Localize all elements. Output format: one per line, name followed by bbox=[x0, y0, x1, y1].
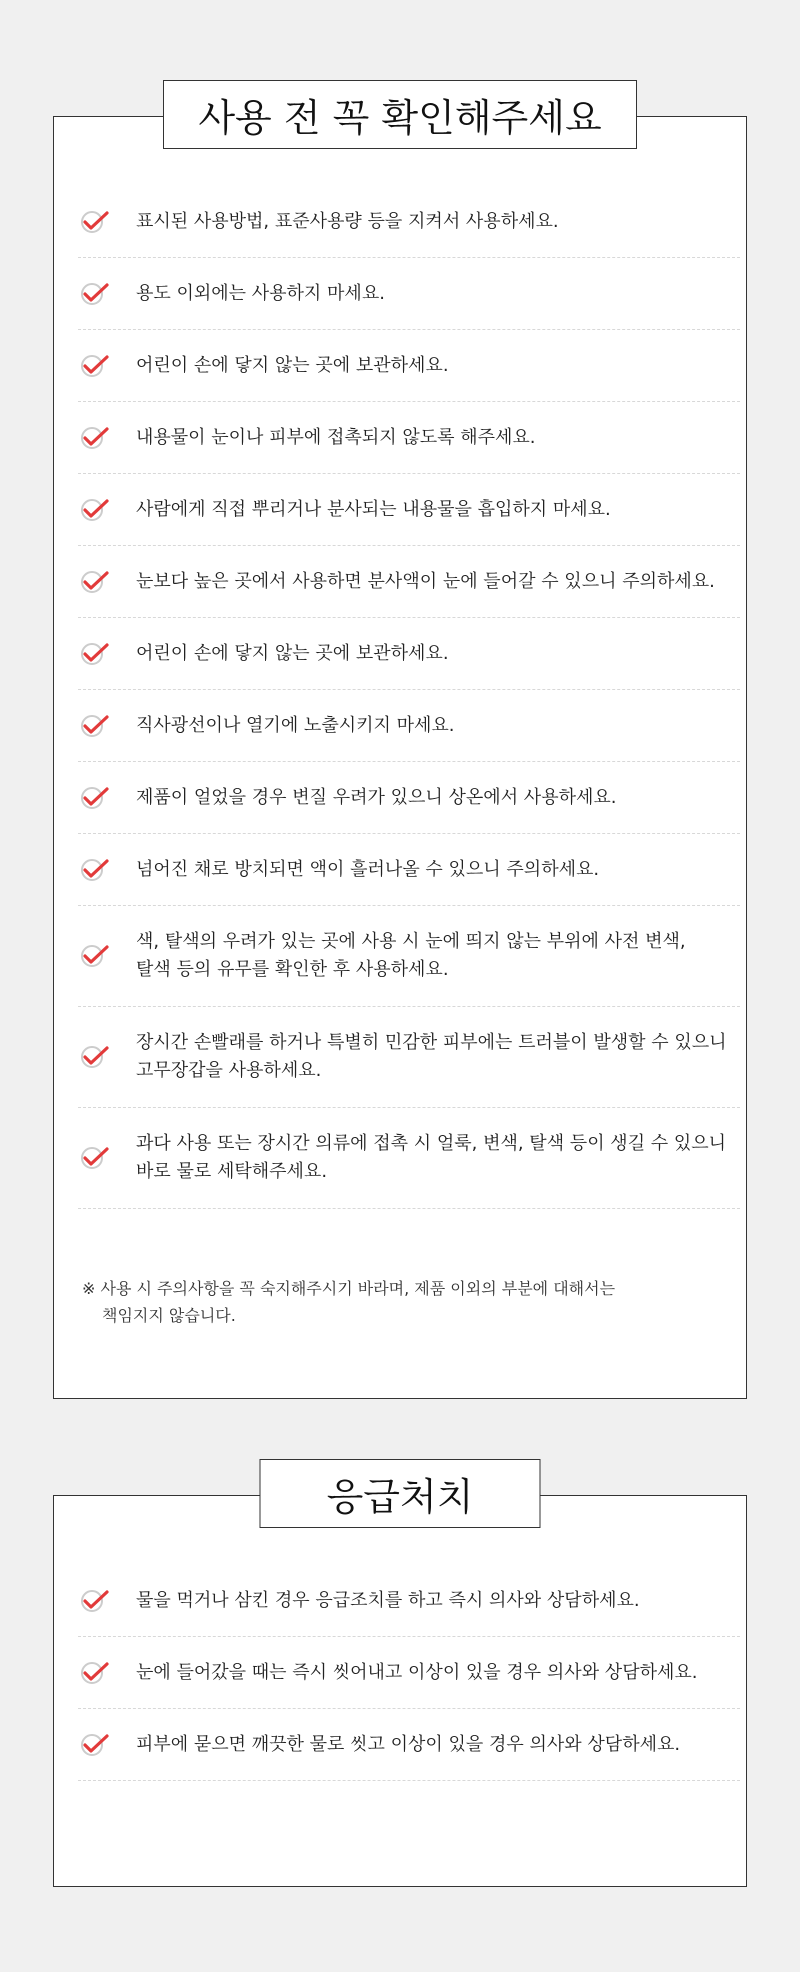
caution-item bbox=[78, 474, 740, 546]
check-icon bbox=[80, 714, 110, 738]
firstaid-item bbox=[78, 1637, 740, 1709]
caution-item-line: 제품이 얼었을 경우 변질 우려가 있으니 상온에서 사용하세요. bbox=[136, 786, 617, 808]
caution-item-line: 눈보다 높은 곳에서 사용하면 분사액이 눈에 들어갈 수 있으니 주의하세요. bbox=[136, 570, 715, 592]
caution-note-line1: ※ 사용 시 주의사항을 꼭 숙지해주시기 바라며, 제품 이외의 부분에 대해서는 bbox=[82, 1279, 616, 1298]
firstaid-item bbox=[78, 1709, 740, 1781]
check-icon bbox=[80, 1045, 110, 1069]
check-icon bbox=[80, 858, 110, 882]
caution-item-line: 과다 사용 또는 장시간 의류에 접촉 시 얼룩, 변색, 탈색 등이 생길 수 있으니 bbox=[136, 1133, 727, 1154]
check-icon bbox=[80, 944, 110, 968]
caution-item-text bbox=[136, 640, 449, 668]
firstaid-item-text bbox=[136, 1731, 680, 1759]
check-icon bbox=[80, 426, 110, 450]
check-icon bbox=[80, 570, 110, 594]
check-icon bbox=[80, 642, 110, 666]
firstaid-list bbox=[78, 1565, 740, 1781]
caution-title: 사용 전 꼭 확인해주세요 bbox=[163, 80, 637, 149]
firstaid-item bbox=[78, 1565, 740, 1637]
caution-item-text bbox=[136, 1130, 726, 1186]
caution-panel bbox=[53, 116, 747, 1399]
caution-item-line: 어린이 손에 닿지 않는 곳에 보관하세요. bbox=[136, 354, 449, 376]
caution-item bbox=[78, 186, 740, 258]
caution-item bbox=[78, 258, 740, 330]
firstaid-item-line: 피부에 묻으면 깨끗한 물로 씻고 이상이 있을 경우 의사와 상담하세요. bbox=[136, 1733, 681, 1755]
caution-item-text bbox=[136, 1029, 727, 1085]
caution-note-line2: 책임지지 않습니다. bbox=[102, 1306, 236, 1325]
caution-item bbox=[78, 618, 740, 690]
firstaid-item-line: 물을 먹거나 삼킨 경우 응급조치를 하고 즉시 의사와 상담하세요. bbox=[136, 1589, 640, 1611]
caution-item bbox=[78, 546, 740, 618]
caution-item-line: 사람에게 직접 뿌리거나 분사되는 내용물을 흡입하지 마세요. bbox=[136, 498, 611, 520]
check-icon bbox=[80, 1589, 110, 1613]
caution-item-line: 내용물이 눈이나 피부에 접촉되지 않도록 해주세요. bbox=[136, 426, 536, 448]
caution-item-text bbox=[136, 856, 599, 884]
check-icon bbox=[80, 498, 110, 522]
caution-item-text bbox=[136, 568, 715, 596]
caution-item-text bbox=[136, 280, 385, 308]
caution-item-line: 바로 물로 세탁해주세요. bbox=[136, 1161, 328, 1182]
firstaid-item-line: 눈에 들어갔을 때는 즉시 씻어내고 이상이 있을 경우 의사와 상담하세요. bbox=[136, 1661, 698, 1683]
caution-item bbox=[78, 762, 740, 834]
caution-item bbox=[78, 906, 740, 1007]
caution-item-line: 색, 탈색의 우려가 있는 곳에 사용 시 눈에 띄지 않는 부위에 사전 변색, bbox=[136, 931, 686, 952]
caution-item bbox=[78, 690, 740, 762]
check-icon bbox=[80, 1661, 110, 1685]
check-icon bbox=[80, 210, 110, 234]
caution-item bbox=[78, 1007, 740, 1108]
check-icon bbox=[80, 354, 110, 378]
caution-list bbox=[78, 186, 740, 1209]
caution-item bbox=[78, 402, 740, 474]
caution-item-line: 직사광선이나 열기에 노출시키지 마세요. bbox=[136, 714, 455, 736]
firstaid-panel bbox=[53, 1495, 747, 1887]
caution-item-text bbox=[136, 208, 559, 236]
caution-item bbox=[78, 330, 740, 402]
caution-item bbox=[78, 1108, 740, 1209]
firstaid-title: 응급처치 bbox=[260, 1459, 541, 1528]
check-icon bbox=[80, 282, 110, 306]
caution-item-line: 장시간 손빨래를 하거나 특별히 민감한 피부에는 트러블이 발생할 수 있으니 bbox=[136, 1032, 727, 1053]
caution-item-line: 어린이 손에 닿지 않는 곳에 보관하세요. bbox=[136, 642, 449, 664]
caution-item-text bbox=[136, 496, 611, 524]
check-icon bbox=[80, 1733, 110, 1757]
caution-item-line: 용도 이외에는 사용하지 마세요. bbox=[136, 282, 385, 304]
check-icon bbox=[80, 1146, 110, 1170]
firstaid-item-text bbox=[136, 1659, 697, 1687]
caution-item-line: 넘어진 채로 방치되면 액이 흘러나올 수 있으니 주의하세요. bbox=[136, 858, 600, 880]
firstaid-item-text bbox=[136, 1587, 640, 1615]
caution-note bbox=[82, 1275, 716, 1329]
check-icon bbox=[80, 786, 110, 810]
caution-item-line: 탈색 등의 유무를 확인한 후 사용하세요. bbox=[136, 959, 449, 980]
caution-item-line: 고무장갑을 사용하세요. bbox=[136, 1060, 322, 1081]
caution-item-text bbox=[136, 712, 454, 740]
caution-item-text bbox=[136, 352, 449, 380]
caution-item bbox=[78, 834, 740, 906]
caution-item-line: 표시된 사용방법, 표준사용량 등을 지켜서 사용하세요. bbox=[136, 210, 559, 232]
caution-item-text bbox=[136, 424, 535, 452]
caution-item-text bbox=[136, 928, 686, 984]
caution-item-text bbox=[136, 784, 616, 812]
